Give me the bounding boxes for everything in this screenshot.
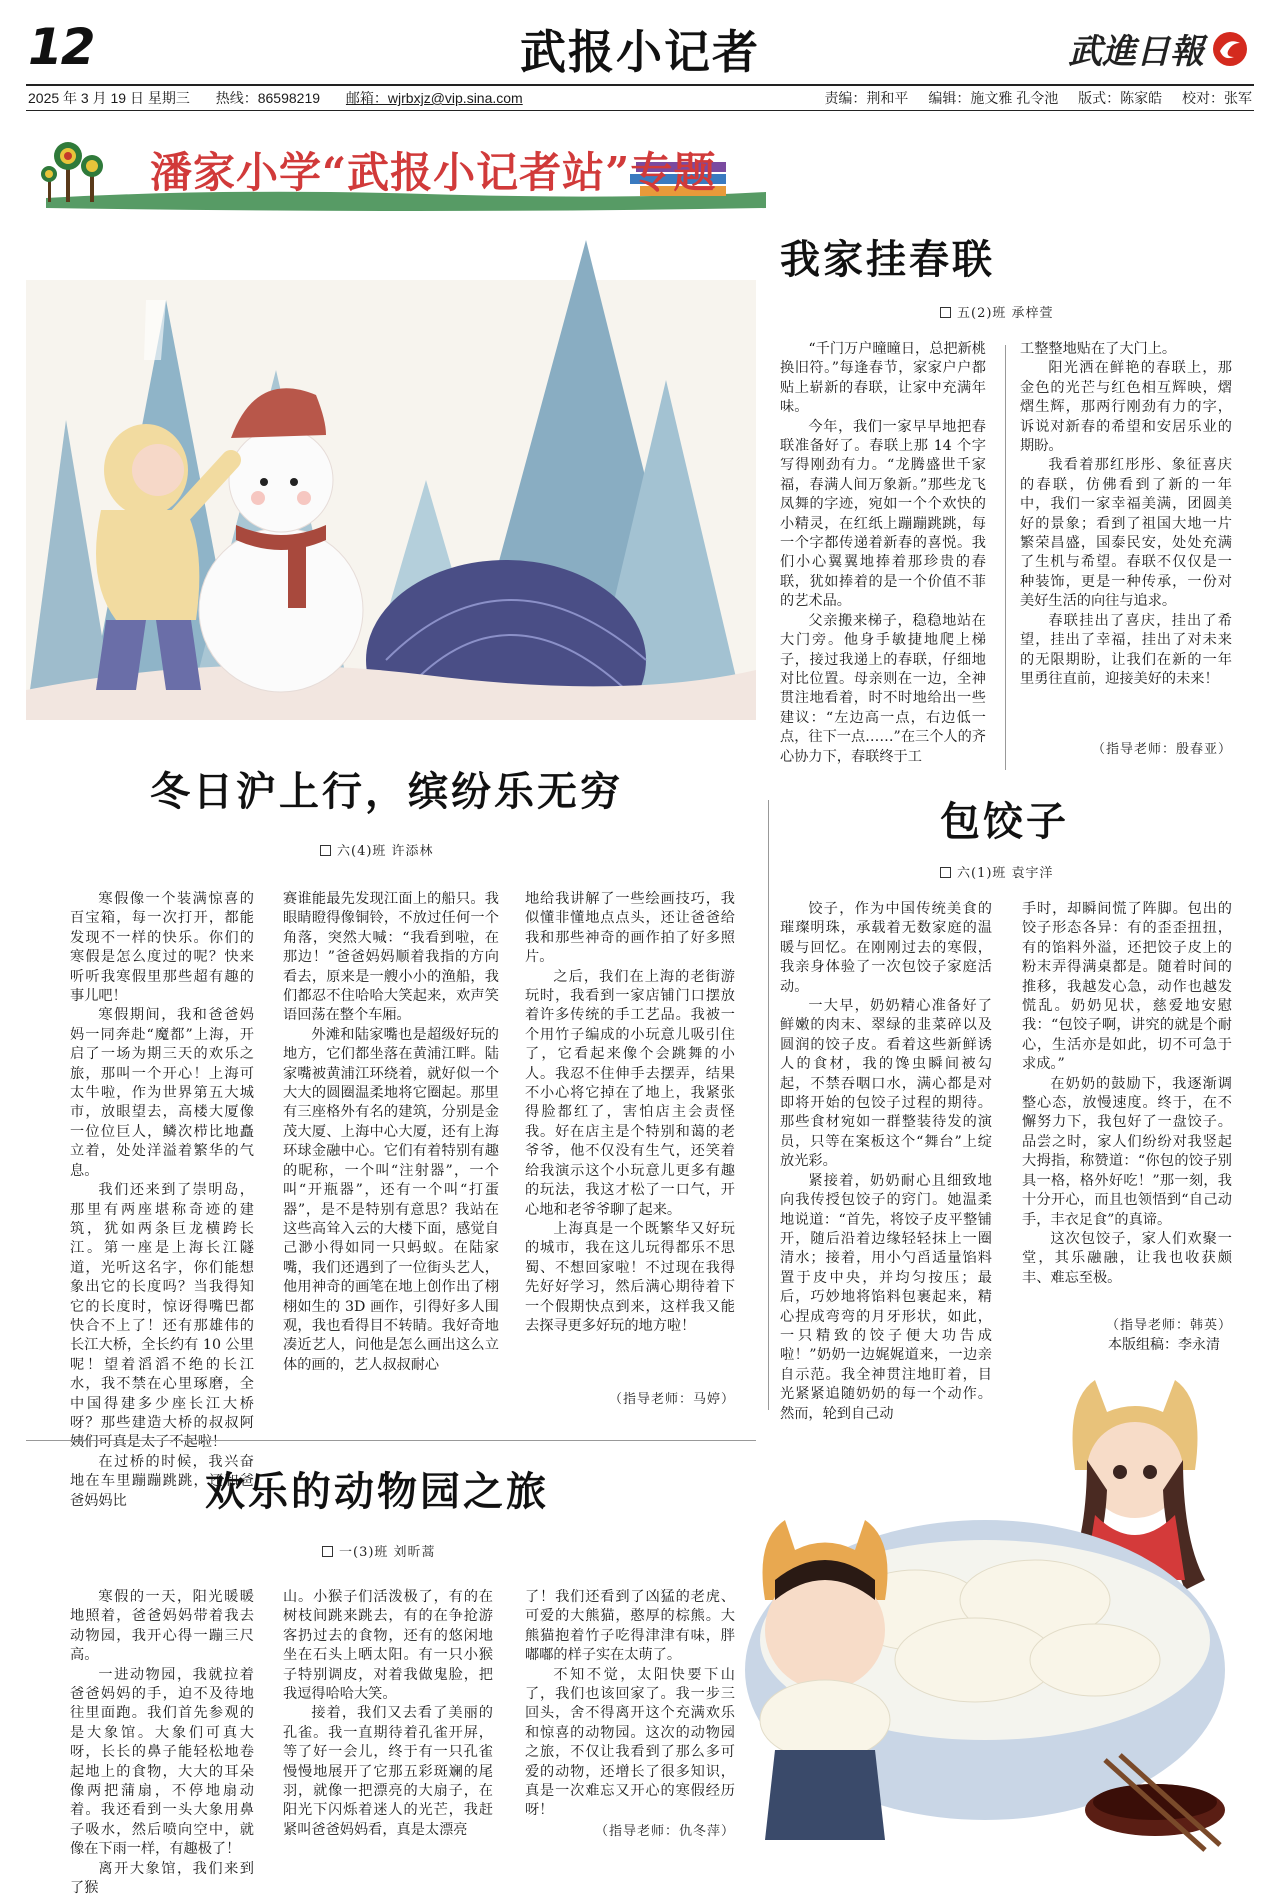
banner-title: 潘家小学“武报小记者站”专题 [150, 148, 717, 197]
checkbox-icon [940, 867, 951, 878]
checkbox-icon [322, 1546, 333, 1557]
logo-text: 武進日報 [1068, 32, 1204, 72]
teacher-chunlian: （指导老师：殷春亚） [1091, 742, 1232, 757]
column-divider [768, 800, 769, 1410]
checkbox-icon [940, 307, 951, 318]
article-shanghai-col3: 地给我讲解了一些绘画技巧，我似懂非懂地点点头，还让爸爸给我和那些神奇的画作拍了好多照片。 之后，我们在上海的老街游玩时，我看到一家店铺门口摆放着许多传统的手工艺品。我被一个用竹子编成的小玩意儿吸引住了，它看起来像个会跳舞的小人。我忍不住伸手去摆弄，结果不小心将它掉在了地上，我紧张得脸都红了，害怕店主会责怪我。好在店主是个特别和蔼的老爷爷，他不仅没有生气，还笑着给我演示这个小玩意儿更多有趣的玩法，我这才松了一口气，开心地和老爷爷聊了起来。 上海真是一个既繁华又好玩的城市，我在这儿玩得都乐不思蜀、不想回家啦！不过现在我得先好好学习，然后满心期待着下一个假期快点到来，这样我又能去探寻更多好玩的地方啦！ [525, 891, 735, 1334]
copy-editor-credit: 编辑：施文雅 孔令池 [928, 90, 1059, 106]
byline-zoo: 一(3)班 刘昕蒿 [322, 1541, 436, 1560]
byline-jiaozi: 六(1)班 袁宇洋 [940, 862, 1054, 881]
byline-chunlian: 五(2)班 承梓萱 [940, 302, 1054, 321]
article-chunlian-col2: 工整整地贴在了大门上。 阳光洒在鲜艳的春联上，那金色的光芒与红色相互辉映，熠熠生辉，那两行刚劲有力的字，诉说对新春的希望和安居乐业的期盼。 我看着那红彤彤、象征喜庆的春联，仿佛看到了新的一年中，我们一家幸福美满，团圆美好的景象；看到了祖国大地一片繁荣昌盛，国泰民安，处处充满了生机与希望。春联不仅仅是一种装饰，更是一种传承，一份对美好生活的向往与追求。 春联挂出了喜庆，挂出了希望，挂出了幸福，挂出了对未来的无限期盼，让我们在新的一年里勇往直前，迎接美好的未来！ [1020, 341, 1232, 687]
article-shanghai-col2: 赛谁能最先发现江面上的船只。我眼睛瞪得像铜铃，不放过任何一个角落，突然大喊：“我看到啦，在那边！”爸爸妈妈顺着我指的方向看去，原来是一艘小小的渔船，我们都忍不住哈哈大笑起来，欢声笑语回荡在整个车厢。 外滩和陆家嘴也是超级好玩的地方，它们都坐落在黄浦江畔。陆家嘴被黄浦江环绕着，就好似一个大大的圆圈温柔地将它圈起。那里有三座格外有名的建筑，分别是金茂大厦、上海中心大厦，还有上海环球金融中心。它们有着特别有趣的昵称，一个叫“注射器”，一个叫“开瓶器”，还有一个叫“打蛋器”，是不是特别有意思？我站在这些高耸入云的大楼下面，感觉自己渺小得如同一只蚂蚁。在陆家嘴，我们还遇到了一位街头艺人，他用神奇的画笔在地上创作出了栩栩如生的 3D 画作，引得好多人围观，我也看得目不转睛。我好奇地凑近艺人，问他是怎么画出这么立体的画的，艺人叔叔耐心 [283, 891, 499, 1373]
article-zoo-col2: 山。小猴子们活泼极了，有的在树枝间跳来跳去，有的在争抢游客扔过去的食物，还有的悠闲地坐在石头上晒太阳。有一只小猴子特别调皮，对着我做鬼脸，把我逗得哈哈大笑。 接着，我们又去看了美丽的孔雀。我一直期待着孔雀开屏，等了好一会儿，终于有一只孔雀慢慢地展开了它那五彩斑斓的尾羽，就像一把漂亮的大扇子，在阳光下闪烁着迷人的光芒，我赶紧叫爸爸妈妈看，真是太漂亮 [283, 1589, 493, 1838]
article-shanghai-col1: 寒假像一个装满惊喜的百宝箱，每一次打开，都能发现不一样的快乐。你们的寒假是怎么度过的呢？快来听听我寒假里那些超有趣的事儿吧！ 寒假期间，我和爸爸妈妈一同奔赴“魔都”上海，开启了一场为期三天的欢乐之旅，那叫一个开心！上海可太牛啦，作为世界第五大城市，放眼望去，高楼大厦像一位位巨人，鳞次栉比地矗立着，处处洋溢着繁华的气息。 我们还来到了崇明岛，那里有两座堪称奇迹的建筑，犹如两条巨龙横跨长江。第一座是上海长江隧道，光听这名字，你们能想象出它的长度吗？当我得知它的长度时，惊讶得嘴巴都快合不上了！还有那雄伟的长江大桥，全长约有 10 公里呢！望着滔滔不绝的长江水，我不禁在心里琢磨，全中国得建多少座长江大桥呀？那些建造大桥的叔叔阿姨们可真是太了不起啦！ 在过桥的时候，我兴奋地在车里蹦蹦跳跳，还和爸爸妈妈比 [70, 891, 254, 1509]
checkbox-icon [320, 845, 331, 856]
tree-icon [41, 142, 103, 202]
logo-swirl-icon [1210, 29, 1250, 69]
teacher-jiaozi: （指导老师：韩英） [1105, 1318, 1232, 1333]
layout-credit: 版式：陈家皓 [1078, 90, 1163, 106]
teacher-zoo: （指导老师：仇冬萍） [594, 1824, 735, 1839]
article-zoo-col1: 寒假的一天，阳光暖暖地照着，爸爸妈妈带着我去动物园，我开心得一蹦三尺高。 一进动物园，我就拉着爸爸妈妈的手，迫不及待地往里面跑。我们首先参观的是大象馆。大象们可真大呀，长长的鼻子能轻松地卷起地上的食物，大大的耳朵像两把蒲扇，不停地扇动着。我还看到一头大象用鼻子吸水，然后喷向空中，就像在下雨一样，有趣极了！ 离开大象馆，我们来到了猴 [70, 1589, 254, 1897]
issue-date: 2025 年 3 月 19 日 星期三 [28, 90, 190, 106]
hotline: 热线：86598219 [215, 90, 321, 106]
article-zoo-col3: 了！我们还看到了凶猛的老虎、可爱的大熊猫，憨厚的棕熊。大熊猫抱着竹子吃得津津有味，胖嘟嘟的样子实在太萌了。 不知不觉，太阳快要下山了，我们也该回家了。我一步三回头，舍不得离开这个充满欢乐和惊喜的动物园。这次的动物园之旅，不仅让我看到了那么多可爱的动物，还增长了很多知识，真是一次难忘又开心的寒假经历呀！ [525, 1589, 735, 1819]
info-rule [26, 110, 1254, 111]
proofread-credit: 校对：张军 [1182, 90, 1252, 106]
article-jiaozi-col2: 手时，却瞬间慌了阵脚。包出的饺子形态各异：有的歪歪扭扭，有的馅料外溢，还把饺子皮上的粉末弄得满桌都是。随着时间的推移，我越发心急，动作也越发慌乱。奶奶见状，慈爱地安慰我：“包饺子啊，讲究的就是个耐心，生活亦是如此，切不可急于求成。” 在奶奶的鼓励下，我逐渐调整心态，放慢速度。终于，在不懈努力下，我包好了一盘饺子。品尝之时，家人们纷纷对我竖起大拇指，称赞道：“你包的饺子别具一格，格外好吃！”那一刻，我十分开心，而且也领悟到“自己动手，丰衣足食”的真谛。 这次包饺子，家人们欢聚一堂，其乐融融，让我也收获颇丰、难忘至极。 [1022, 901, 1232, 1286]
section-title: 武报小记者 [520, 25, 760, 79]
editor-credit: 责编：荆和平 [824, 90, 909, 106]
page-group-credit: 本版组稿：李永清 [1108, 1336, 1220, 1352]
info-bar [28, 87, 1252, 109]
dumpling-illustration [735, 1340, 1255, 1870]
column-divider [1005, 345, 1006, 770]
article-jiaozi-col1: 饺子，作为中国传统美食的璀璨明珠，承载着无数家庭的温暖与回忆。在刚刚过去的寒假，我亲身体验了一次包饺子家庭活动。 一大早，奶奶精心准备好了鲜嫩的肉末、翠绿的韭菜碎以及圆润的饺子皮。看着这些新鲜诱人的食材，我的馋虫瞬间被勾起，不禁吞咽口水，满心都是对即将开始的包饺子过程的期待。那些食材宛如一群整装待发的演员，只等在案板这个“舞台”上绽放光彩。 紧接着，奶奶耐心且细致地向我传授包饺子的窍门。她温柔地说道：“首先，将饺子皮平整铺开，随后沿着边缘轻轻抹上一圈清水；接着，用小勺舀适量馅料置于皮中央，并均匀按压；最后，巧妙地将馅料包裹起来，精心捏成弯弯的月牙形状，如此，一只精致的饺子便大功告成啦！”奶奶一边娓娓道来，一边亲自示范。我全神贯注地盯着，目光紧紧追随奶奶的每一个动作。然而，轮到自己动 [780, 901, 992, 1422]
article-title-zoo: 欢乐的动物园之旅 [205, 1469, 549, 1515]
article-chunlian-col1: “千门万户曈曈日，总把新桃换旧符。”每逢春节，家家户户都贴上崭新的春联，让家中充满年味。 今年，我们一家早早地把春联准备好了。春联上那 14 个字写得刚劲有力。“龙腾盛世千家福，春满人间万象新。”那些龙飞凤舞的字迹，宛如一个个欢快的小精灵，在红纸上蹦蹦跳跳，每一个字都传递着新春的喜悦。我们小心翼翼地捧着那珍贵的春联，犹如捧着的是一个价值不菲的艺术品。 父亲搬来梯子，稳稳地站在大门旁。他身手敏捷地爬上梯子，接过我递上的春联，仔细地对比位置。母亲则在一边，全神贯注地看着，时不时地给出一些建议：“左边高一点，右边低一点，往下一点……”在三个人的齐心协力下，春联终于工 [780, 341, 986, 765]
article-title-chunlian: 我家挂春联 [780, 237, 995, 283]
masthead-rule [26, 84, 1254, 86]
email[interactable]: 邮箱：wjrbxjz@vip.sina.com [345, 90, 523, 106]
newspaper-logo [1068, 24, 1250, 73]
section-divider [26, 1440, 756, 1441]
article-title-shanghai: 冬日沪上行，缤纷乐无穷 [150, 769, 623, 815]
page-number: 12 [28, 18, 94, 76]
winter-snowman-illustration [26, 220, 756, 720]
article-title-jiaozi: 包饺子 [940, 799, 1069, 845]
teacher-shanghai: （指导老师：马婷） [608, 1392, 735, 1407]
byline-shanghai: 六(4)班 许添林 [320, 840, 434, 859]
